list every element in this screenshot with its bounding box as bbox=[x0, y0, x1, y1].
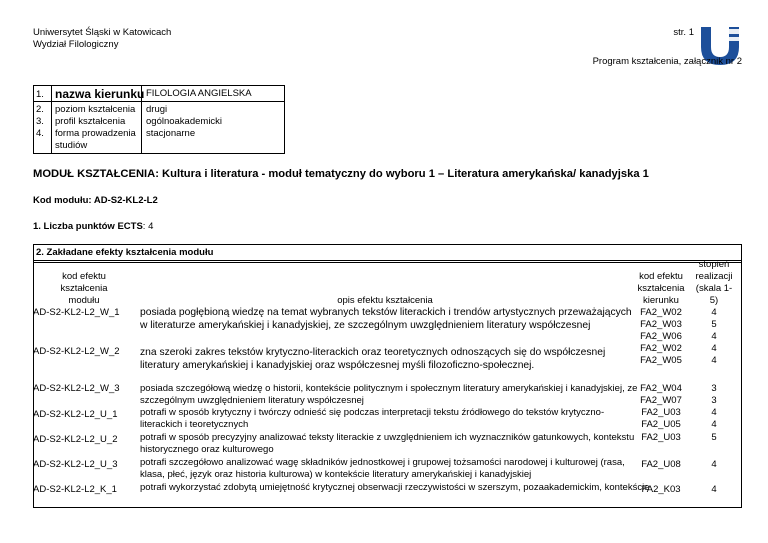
row-level: 4 4 bbox=[711, 407, 717, 430]
module-code bbox=[33, 195, 158, 207]
row-level: 3 3 bbox=[711, 383, 717, 406]
module-title: MODUŁ KSZTAŁCENIA: Kultura i literatura - moduł tematyczny do wyboru 1 – Literatura amerykańska/ kanadyjska 1 bbox=[33, 168, 649, 180]
row-desc: potrafi szczegółowo analizować wagę składników jednostkowej i grupowej tożsamości narodowej i kulturowej (rasa, klasa, płeć, język oraz historia kulturowa) w kontekście literatury amerykańskiej i kanadyjskiej bbox=[140, 457, 625, 480]
row-code: AD-S2-KL2-L2_U_3 bbox=[33, 459, 118, 470]
header-desc: opis efektu kształcenia bbox=[337, 295, 433, 306]
module-code-label: Kod modułu: bbox=[33, 195, 94, 206]
row-dir: FA2_K03 bbox=[641, 484, 681, 495]
row-level: 4 5 4 bbox=[711, 307, 717, 342]
row-code: AD-S2-KL2-L2_W_2 bbox=[33, 346, 120, 357]
page-number: str. 1 bbox=[673, 27, 694, 38]
row-dir: FA2_W02 FA2_W05 bbox=[640, 343, 682, 366]
info-num-2: 2. bbox=[36, 104, 44, 115]
row-level: 4 bbox=[711, 459, 717, 470]
ects-label: 1. Liczba punktów ECTS bbox=[33, 221, 143, 232]
row-desc: potrafi wykorzystać zdobytą umiejętność krytycznej obserwacji rzeczywistości w szerszym, pozaakademickim, kontekście bbox=[140, 482, 650, 493]
program-attachment: Program kształcenia, załącznik nr 2 bbox=[592, 56, 742, 67]
module-code-value: AD-S2-KL2-L2 bbox=[93, 195, 158, 206]
header-level: stopień realizacji (skala 1- 5) bbox=[695, 259, 733, 306]
info-label-3: profil kształcenia bbox=[55, 116, 126, 127]
info-num-1: 1. bbox=[36, 89, 44, 100]
row-desc: posiada pogłębioną wiedzę na temat wybranych tekstów literackich i trendów artystycznych przeważających w literaturze amerykańskiej i kanadyjskiej, ze szczególnym uwzględnieniem literatury współczesnej bbox=[140, 307, 632, 331]
info-value-4: stacjonarne bbox=[146, 128, 196, 139]
row-desc: zna szeroki zakres tekstów krytyczno-literackich oraz teoretycznych odnoszących się do współczesnej literatury amerykańskiej i kanadyjskiej oraz współczesnej myśli filozoficzno-społecznej. bbox=[140, 347, 606, 371]
row-level: 4 4 bbox=[711, 343, 717, 366]
info-label-4: forma prowadzenia bbox=[55, 128, 136, 139]
header-dir-code: kod efektu kształcenia kierunku bbox=[637, 271, 685, 306]
info-num-4: 4. bbox=[36, 128, 44, 139]
info-num-3: 3. bbox=[36, 116, 44, 127]
row-code: AD-S2-KL2-L2_U_1 bbox=[33, 409, 118, 420]
university-name: Uniwersytet Śląski w Katowicach bbox=[33, 27, 172, 38]
header-code: kod efektu kształcenia modułu bbox=[60, 271, 108, 306]
row-code: AD-S2-KL2-L2_W_1 bbox=[33, 307, 120, 318]
row-dir: FA2_W04 FA2_W07 bbox=[640, 383, 682, 406]
info-value-2: drugi bbox=[146, 104, 168, 115]
row-code: AD-S2-KL2-L2_K_1 bbox=[33, 484, 117, 495]
info-value-1: FILOLOGIA ANGIELSKA bbox=[146, 88, 252, 99]
info-value-3: ogólnoakademicki bbox=[146, 116, 223, 127]
row-dir: FA2_W02 FA2_W03 FA2_W06 bbox=[640, 307, 682, 342]
section2-title: 2. Zakładane efekty kształcenia modułu bbox=[36, 247, 214, 258]
row-dir: FA2_U03 bbox=[641, 432, 681, 443]
row-dir: FA2_U03 FA2_U05 bbox=[641, 407, 681, 430]
row-code: AD-S2-KL2-L2_U_2 bbox=[33, 434, 118, 445]
ects bbox=[33, 221, 153, 233]
info-label-4b: studiów bbox=[55, 140, 88, 151]
ects-value: : 4 bbox=[142, 221, 154, 232]
row-dir: FA2_U08 bbox=[641, 459, 681, 470]
row-desc: posiada szczegółową wiedzę o historii, kontekście politycznym i społecznym literatury amerykańskiej i kanadyjskiej, ze szczególnym uwzględnieniem literatury współczesnej bbox=[140, 383, 638, 406]
row-desc: potrafi w sposób precyzyjny analizować teksty literackie z uwzględnieniem ich wyznaczników gatunkowych, kontekstu historycznego oraz kulturowego bbox=[140, 432, 635, 455]
row-code: AD-S2-KL2-L2_W_3 bbox=[33, 383, 120, 394]
row-level: 4 bbox=[711, 484, 717, 495]
row-desc: potrafi w sposób krytyczny i twórczy odnieść się podczas interpretacji tekstu źródłowego do tekstów krytyczno- literackich i teoretycznych bbox=[140, 407, 605, 430]
info-label-1: nazwa kierunku bbox=[55, 87, 145, 101]
info-label-2: poziom kształcenia bbox=[55, 104, 136, 115]
faculty-name: Wydział Filologiczny bbox=[33, 39, 119, 50]
row-level: 5 bbox=[711, 432, 717, 443]
